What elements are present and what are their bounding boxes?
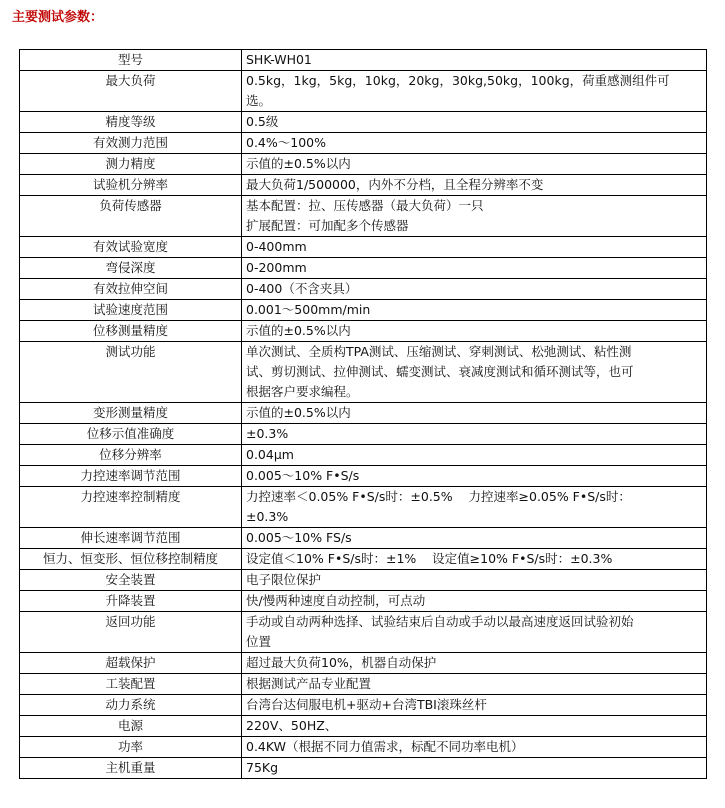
param-label: 负荷传感器 — [20, 196, 242, 237]
param-label: 安全装置 — [20, 570, 242, 591]
param-value-line: 快/慢两种速度自动控制，可点动 — [246, 593, 426, 608]
param-value-line: 根据测试产品专业配置 — [246, 676, 372, 691]
table-row — [20, 342, 707, 403]
param-value-line: 0.04μm — [246, 447, 294, 462]
param-value-line: 手动或自动两种选择、试验结束后自动或手动以最高速度返回试验初始 — [246, 614, 634, 629]
param-value-line: 单次测试、全质构TPA测试、压缩测试、穿刺测试、松弛测试、粘性测 — [246, 344, 632, 359]
param-value-line: 0.005～10% FS/s — [246, 530, 352, 545]
param-value-line: 台湾台达伺服电机+驱动+台湾TBI滚珠丝杆 — [246, 697, 487, 712]
param-label: 试验机分辨率 — [20, 175, 242, 196]
table-row — [20, 466, 707, 487]
param-label: 功率 — [20, 737, 242, 758]
table-row — [20, 445, 707, 466]
param-value — [242, 695, 707, 716]
param-label: 恒力、恒变形、恒位移控制精度 — [20, 549, 242, 570]
table-row — [20, 528, 707, 549]
param-value-line: 0.001～500mm/min — [246, 302, 371, 317]
table-row — [20, 424, 707, 445]
table-row — [20, 300, 707, 321]
param-value — [242, 570, 707, 591]
table-row — [20, 737, 707, 758]
param-value — [242, 279, 707, 300]
param-value — [242, 758, 707, 779]
param-value — [242, 424, 707, 445]
table-row — [20, 549, 707, 570]
param-value — [242, 258, 707, 279]
param-value-line: 0.005～10% F•S/s — [246, 468, 360, 483]
param-label: 主机重量 — [20, 758, 242, 779]
param-label: 最大负荷 — [20, 71, 242, 112]
param-value — [242, 716, 707, 737]
table-row — [20, 487, 707, 528]
param-value-line: 220V、50HZ、 — [246, 718, 338, 733]
table-row — [20, 653, 707, 674]
param-value — [242, 300, 707, 321]
table-row — [20, 758, 707, 779]
param-value-line: 基本配置：拉、压传感器（最大负荷）一只 — [246, 198, 484, 213]
param-label: 有效测力范围 — [20, 133, 242, 154]
param-value — [242, 71, 707, 112]
param-value-line: 0-400mm — [246, 239, 307, 254]
param-value-line: 0.4%～100% — [246, 135, 326, 150]
param-value — [242, 403, 707, 424]
param-value — [242, 487, 707, 528]
param-label: 弯侵深度 — [20, 258, 242, 279]
param-value-line: 75Kg — [246, 760, 279, 775]
table-row — [20, 71, 707, 112]
table-row — [20, 237, 707, 258]
table-row — [20, 321, 707, 342]
param-value — [242, 737, 707, 758]
param-value — [242, 321, 707, 342]
param-value — [242, 237, 707, 258]
param-label: 位移分辨率 — [20, 445, 242, 466]
table-row — [20, 196, 707, 237]
param-value — [242, 549, 707, 570]
param-value-line: ±0.3% — [246, 509, 289, 524]
param-value — [242, 133, 707, 154]
table-row — [20, 154, 707, 175]
param-label: 力控速率控制精度 — [20, 487, 242, 528]
param-label: 返回功能 — [20, 612, 242, 653]
table-row — [20, 403, 707, 424]
param-value-line: 0-400（不含夹具） — [246, 281, 358, 296]
param-label: 升降装置 — [20, 591, 242, 612]
table-row — [20, 279, 707, 300]
param-value — [242, 112, 707, 133]
param-label: 超载保护 — [20, 653, 242, 674]
param-label: 精度等级 — [20, 112, 242, 133]
table-row — [20, 175, 707, 196]
param-value — [242, 466, 707, 487]
param-value-line: 最大负荷1/500000，内外不分档，且全程分辨率不变 — [246, 177, 544, 192]
table-row — [20, 591, 707, 612]
param-value — [242, 591, 707, 612]
param-value — [242, 196, 707, 237]
param-value-line: 试、剪切测试、拉伸测试、蠕变测试、衰减度测试和循环测试等，也可 — [246, 364, 634, 379]
param-value — [242, 674, 707, 695]
param-value-line: 设定值＜10% F•S/s时：±1% 设定值≥10% F•S/s时：±0.3% — [246, 551, 613, 566]
param-value — [242, 342, 707, 403]
table-row — [20, 570, 707, 591]
spec-table — [19, 49, 707, 779]
table-row — [20, 133, 707, 154]
param-value-line: 位置 — [246, 634, 272, 649]
param-value-line: 力控速率＜0.05% F•S/s时：±0.5% 力控速率≥0.05% F•S/s时： — [246, 489, 631, 504]
param-value — [242, 653, 707, 674]
param-label: 型号 — [20, 50, 242, 71]
param-value-line: SHK-WH01 — [246, 52, 312, 67]
param-label: 伸长速率调节范围 — [20, 528, 242, 549]
param-label: 力控速率调节范围 — [20, 466, 242, 487]
table-row — [20, 695, 707, 716]
param-value-line: 根据客户要求编程。 — [246, 384, 359, 399]
param-value — [242, 154, 707, 175]
param-value-line: 0.5级 — [246, 114, 279, 129]
param-label: 有效拉伸空间 — [20, 279, 242, 300]
param-value-line: 选。 — [246, 93, 272, 108]
param-label: 变形测量精度 — [20, 403, 242, 424]
param-value-line: 0.5kg，1kg，5kg，10kg，20kg，30kg,50kg，100kg，荷重感测组件可 — [246, 73, 670, 88]
table-row — [20, 716, 707, 737]
param-label: 位移测量精度 — [20, 321, 242, 342]
param-label: 位移示值准确度 — [20, 424, 242, 445]
param-value-line: 示值的±0.5%以内 — [246, 405, 351, 420]
param-value-line: 示值的±0.5%以内 — [246, 156, 351, 171]
spec-table-body — [20, 50, 707, 779]
param-value-line: 示值的±0.5%以内 — [246, 323, 351, 338]
section-heading: 主要测试参数： — [12, 10, 104, 25]
param-value — [242, 50, 707, 71]
param-value-line: 0-200mm — [246, 260, 307, 275]
table-row — [20, 674, 707, 695]
param-value-line: 扩展配置：可加配多个传感器 — [246, 218, 409, 233]
table-row — [20, 612, 707, 653]
param-value-line: 电子限位保护 — [246, 572, 322, 587]
table-row — [20, 50, 707, 71]
param-value — [242, 445, 707, 466]
table-row — [20, 258, 707, 279]
param-label: 动力系统 — [20, 695, 242, 716]
param-label: 有效试验宽度 — [20, 237, 242, 258]
param-value-line: ±0.3% — [246, 426, 289, 441]
param-value — [242, 528, 707, 549]
param-value — [242, 175, 707, 196]
param-value-line: 超过最大负荷10%，机器自动保护 — [246, 655, 437, 670]
param-label: 电源 — [20, 716, 242, 737]
param-value-line: 0.4KW（根据不同力值需求，标配不同功率电机） — [246, 739, 524, 754]
param-value — [242, 612, 707, 653]
param-label: 测试功能 — [20, 342, 242, 403]
table-row — [20, 112, 707, 133]
param-label: 测力精度 — [20, 154, 242, 175]
param-label: 工装配置 — [20, 674, 242, 695]
param-label: 试验速度范围 — [20, 300, 242, 321]
